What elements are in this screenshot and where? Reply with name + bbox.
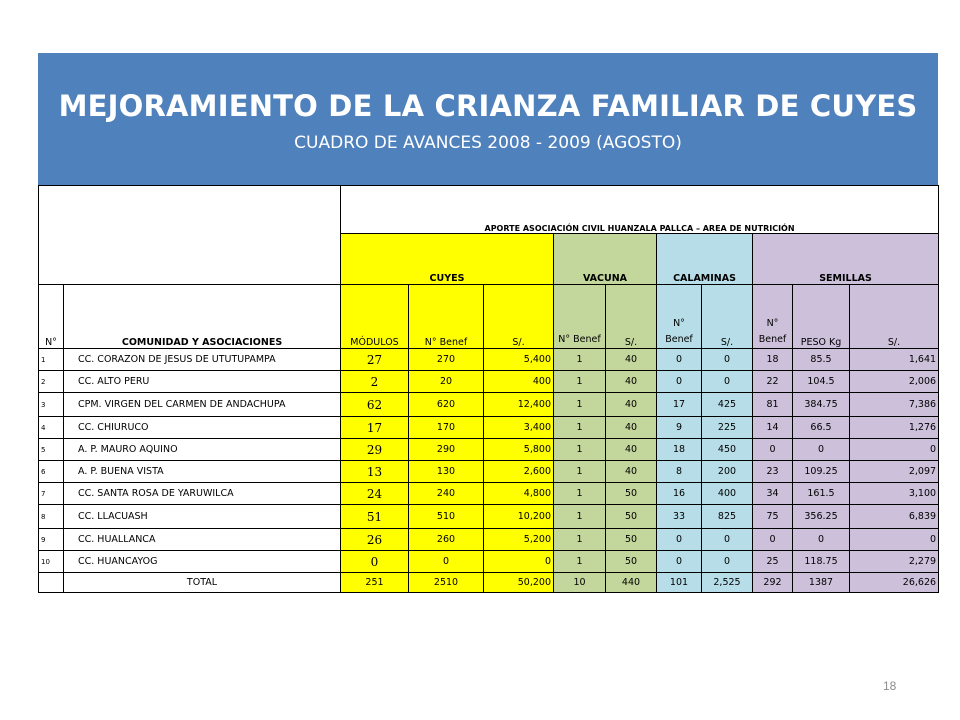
col-header-cuyes-soles: S/. (484, 285, 554, 349)
cell-vacuna-benef: 1 (554, 529, 606, 551)
cell-semillas-soles: 3,100 (850, 483, 939, 505)
cell-cuyes-soles: 4,800 (484, 483, 554, 505)
cell-vacuna-benef: 1 (554, 417, 606, 439)
cell-cuyes-soles: 12,400 (484, 393, 554, 417)
cell-calaminas-benef: 0 (657, 551, 702, 573)
cell-calaminas-soles: 0 (702, 349, 753, 371)
table-row (39, 505, 939, 529)
cell-semillas-peso: 384.75 (793, 393, 850, 417)
cell-calaminas-soles: 825 (702, 505, 753, 529)
cell-semillas-peso: 0 (793, 439, 850, 461)
group-cuyes: CUYES (341, 234, 554, 285)
cell-n: 3 (39, 393, 64, 417)
group-calaminas: CALAMINAS (657, 234, 753, 285)
cell-n: 6 (39, 461, 64, 483)
cell-n: 8 (39, 505, 64, 529)
cell-modulos: 29 (341, 439, 409, 461)
table-row (39, 393, 939, 417)
col-header-vacuna-soles: S/. (606, 285, 657, 349)
cell-semillas-soles: 0 (850, 529, 939, 551)
cell-vacuna-benef: 1 (554, 349, 606, 371)
table-row (39, 529, 939, 551)
total-modulos: 251 (341, 573, 409, 593)
cell-semillas-benef: 22 (753, 371, 793, 393)
cell-vacuna-benef: 1 (554, 371, 606, 393)
cell-calaminas-benef: 0 (657, 529, 702, 551)
total-label: TOTAL (64, 573, 341, 593)
cell-semillas-benef: 75 (753, 505, 793, 529)
total-semillas-benef: 292 (753, 573, 793, 593)
total-cuyes-soles: 50,200 (484, 573, 554, 593)
cell-semillas-benef: 18 (753, 349, 793, 371)
title-banner (38, 53, 938, 185)
cell-calaminas-soles: 400 (702, 483, 753, 505)
table-row (39, 439, 939, 461)
cell-cuyes-benef: 130 (409, 461, 484, 483)
cell-comunidad: A. P. BUENA VISTA (64, 461, 341, 483)
cell-vacuna-soles: 50 (606, 551, 657, 573)
cell-cuyes-benef: 240 (409, 483, 484, 505)
cell-semillas-peso: 118.75 (793, 551, 850, 573)
cell-semillas-soles: 7,386 (850, 393, 939, 417)
cell-cuyes-benef: 0 (409, 551, 484, 573)
cell-calaminas-benef: 0 (657, 371, 702, 393)
cell-semillas-benef: 23 (753, 461, 793, 483)
cell-modulos: 26 (341, 529, 409, 551)
cell-comunidad: CC. HUALLANCA (64, 529, 341, 551)
cell-n: 4 (39, 417, 64, 439)
cell-comunidad: A. P. MAURO AQUINO (64, 439, 341, 461)
cell-calaminas-soles: 450 (702, 439, 753, 461)
cell-modulos: 27 (341, 349, 409, 371)
cell-calaminas-soles: 425 (702, 393, 753, 417)
cell-modulos: 2 (341, 371, 409, 393)
cell-vacuna-soles: 40 (606, 461, 657, 483)
cell-semillas-benef: 0 (753, 439, 793, 461)
cell-calaminas-benef: 18 (657, 439, 702, 461)
cell-semillas-peso: 109.25 (793, 461, 850, 483)
cell-vacuna-benef: 1 (554, 461, 606, 483)
table-row (39, 349, 939, 371)
cell-cuyes-soles: 10,200 (484, 505, 554, 529)
col-header-comunidad: COMUNIDAD Y ASOCIACIONES (64, 285, 341, 349)
cell-comunidad: CC. CHIURUCO (64, 417, 341, 439)
cell-cuyes-soles: 5,800 (484, 439, 554, 461)
cell-semillas-benef: 81 (753, 393, 793, 417)
cell-semillas-soles: 6,839 (850, 505, 939, 529)
progress-table (38, 185, 939, 593)
cell-modulos: 62 (341, 393, 409, 417)
cell-comunidad: CPM. VIRGEN DEL CARMEN DE ANDACHUPA (64, 393, 341, 417)
cell-semillas-soles: 2,097 (850, 461, 939, 483)
cell-vacuna-benef: 1 (554, 393, 606, 417)
cell-calaminas-soles: 200 (702, 461, 753, 483)
cell-n (39, 573, 64, 593)
cell-vacuna-soles: 40 (606, 417, 657, 439)
cell-cuyes-soles: 5,200 (484, 529, 554, 551)
table-row (39, 371, 939, 393)
cell-semillas-benef: 34 (753, 483, 793, 505)
cell-cuyes-soles: 5,400 (484, 349, 554, 371)
total-vacuna-soles: 440 (606, 573, 657, 593)
col-header-modulos: MÓDULOS (341, 285, 409, 349)
cell-comunidad: CC. ALTO PERU (64, 371, 341, 393)
col-header-vacuna-benef: N° Benef (554, 285, 606, 349)
cell-semillas-peso: 66.5 (793, 417, 850, 439)
cell-cuyes-soles: 2,600 (484, 461, 554, 483)
cell-semillas-soles: 0 (850, 439, 939, 461)
cell-comunidad: CC. HUANCAYOG (64, 551, 341, 573)
table-row (39, 461, 939, 483)
total-cuyes-benef: 2510 (409, 573, 484, 593)
group-semillas: SEMILLAS (753, 234, 939, 285)
cell-calaminas-benef: 8 (657, 461, 702, 483)
cell-n: 7 (39, 483, 64, 505)
cell-vacuna-benef: 1 (554, 439, 606, 461)
cell-modulos: 51 (341, 505, 409, 529)
group-vacuna: VACUNA (554, 234, 657, 285)
cell-semillas-peso: 104.5 (793, 371, 850, 393)
cell-semillas-peso: 161.5 (793, 483, 850, 505)
cell-n: 10 (39, 551, 64, 573)
cell-semillas-soles: 1,276 (850, 417, 939, 439)
cell-cuyes-benef: 290 (409, 439, 484, 461)
table-row (39, 483, 939, 505)
cell-calaminas-soles: 0 (702, 551, 753, 573)
page-number: 18 (883, 679, 897, 693)
cell-n: 2 (39, 371, 64, 393)
cell-vacuna-soles: 40 (606, 371, 657, 393)
cell-modulos: 13 (341, 461, 409, 483)
cell-cuyes-soles: 400 (484, 371, 554, 393)
cell-n: 1 (39, 349, 64, 371)
cell-cuyes-benef: 620 (409, 393, 484, 417)
cell-semillas-peso: 0 (793, 529, 850, 551)
cell-modulos: 24 (341, 483, 409, 505)
cell-modulos: 17 (341, 417, 409, 439)
cell-calaminas-soles: 0 (702, 529, 753, 551)
cell-vacuna-benef: 1 (554, 505, 606, 529)
cell-semillas-peso: 85.5 (793, 349, 850, 371)
cell-semillas-benef: 0 (753, 529, 793, 551)
cell-cuyes-benef: 260 (409, 529, 484, 551)
aporte-header: APORTE ASOCIACIÓN CIVIL HUANZALA PALLCA – AREA DE NUTRICIÓN (341, 186, 939, 234)
table-row (39, 551, 939, 573)
col-header-semillas-soles: S/. (850, 285, 939, 349)
col-header-calaminas-benef: N° Benef (657, 285, 702, 349)
page-title: MEJORAMIENTO DE LA CRIANZA FAMILIAR DE CUYES (58, 89, 918, 123)
cell-vacuna-soles: 50 (606, 505, 657, 529)
col-header-calaminas-soles: S/. (702, 285, 753, 349)
col-header-semillas-benef: N° Benef (753, 285, 793, 349)
cell-semillas-peso: 356.25 (793, 505, 850, 529)
total-row (39, 573, 939, 593)
cell-semillas-soles: 2,006 (850, 371, 939, 393)
cell-calaminas-benef: 17 (657, 393, 702, 417)
total-semillas-soles: 26,626 (850, 573, 939, 593)
cell-calaminas-benef: 16 (657, 483, 702, 505)
cell-calaminas-benef: 9 (657, 417, 702, 439)
cell-cuyes-benef: 170 (409, 417, 484, 439)
total-calaminas-soles: 2,525 (702, 573, 753, 593)
cell-cuyes-soles: 0 (484, 551, 554, 573)
cell-cuyes-benef: 270 (409, 349, 484, 371)
cell-vacuna-benef: 1 (554, 483, 606, 505)
cell-vacuna-soles: 50 (606, 483, 657, 505)
cell-cuyes-benef: 510 (409, 505, 484, 529)
cell-calaminas-benef: 0 (657, 349, 702, 371)
empty-header-cell (39, 186, 341, 285)
total-semillas-peso: 1387 (793, 573, 850, 593)
cell-n: 9 (39, 529, 64, 551)
cell-semillas-soles: 1,641 (850, 349, 939, 371)
page-subtitle: CUADRO DE AVANCES 2008 - 2009 (AGOSTO) (294, 133, 682, 153)
cell-calaminas-soles: 225 (702, 417, 753, 439)
col-header-semillas-peso: PESO Kg (793, 285, 850, 349)
cell-modulos: 0 (341, 551, 409, 573)
cell-calaminas-soles: 0 (702, 371, 753, 393)
cell-cuyes-benef: 20 (409, 371, 484, 393)
cell-cuyes-soles: 3,400 (484, 417, 554, 439)
cell-comunidad: CC. SANTA ROSA DE YARUWILCA (64, 483, 341, 505)
cell-vacuna-benef: 1 (554, 551, 606, 573)
cell-semillas-benef: 14 (753, 417, 793, 439)
cell-calaminas-benef: 33 (657, 505, 702, 529)
cell-semillas-benef: 25 (753, 551, 793, 573)
cell-vacuna-soles: 50 (606, 529, 657, 551)
col-header-n: N° (39, 285, 64, 349)
cell-vacuna-soles: 40 (606, 439, 657, 461)
total-calaminas-benef: 101 (657, 573, 702, 593)
table-row (39, 417, 939, 439)
cell-vacuna-soles: 40 (606, 393, 657, 417)
cell-semillas-soles: 2,279 (850, 551, 939, 573)
total-vacuna-benef: 10 (554, 573, 606, 593)
cell-n: 5 (39, 439, 64, 461)
cell-comunidad: CC. LLACUASH (64, 505, 341, 529)
col-header-cuyes-benef: N° Benef (409, 285, 484, 349)
cell-vacuna-soles: 40 (606, 349, 657, 371)
cell-comunidad: CC. CORAZON DE JESUS DE UTUTUPAMPA (64, 349, 341, 371)
